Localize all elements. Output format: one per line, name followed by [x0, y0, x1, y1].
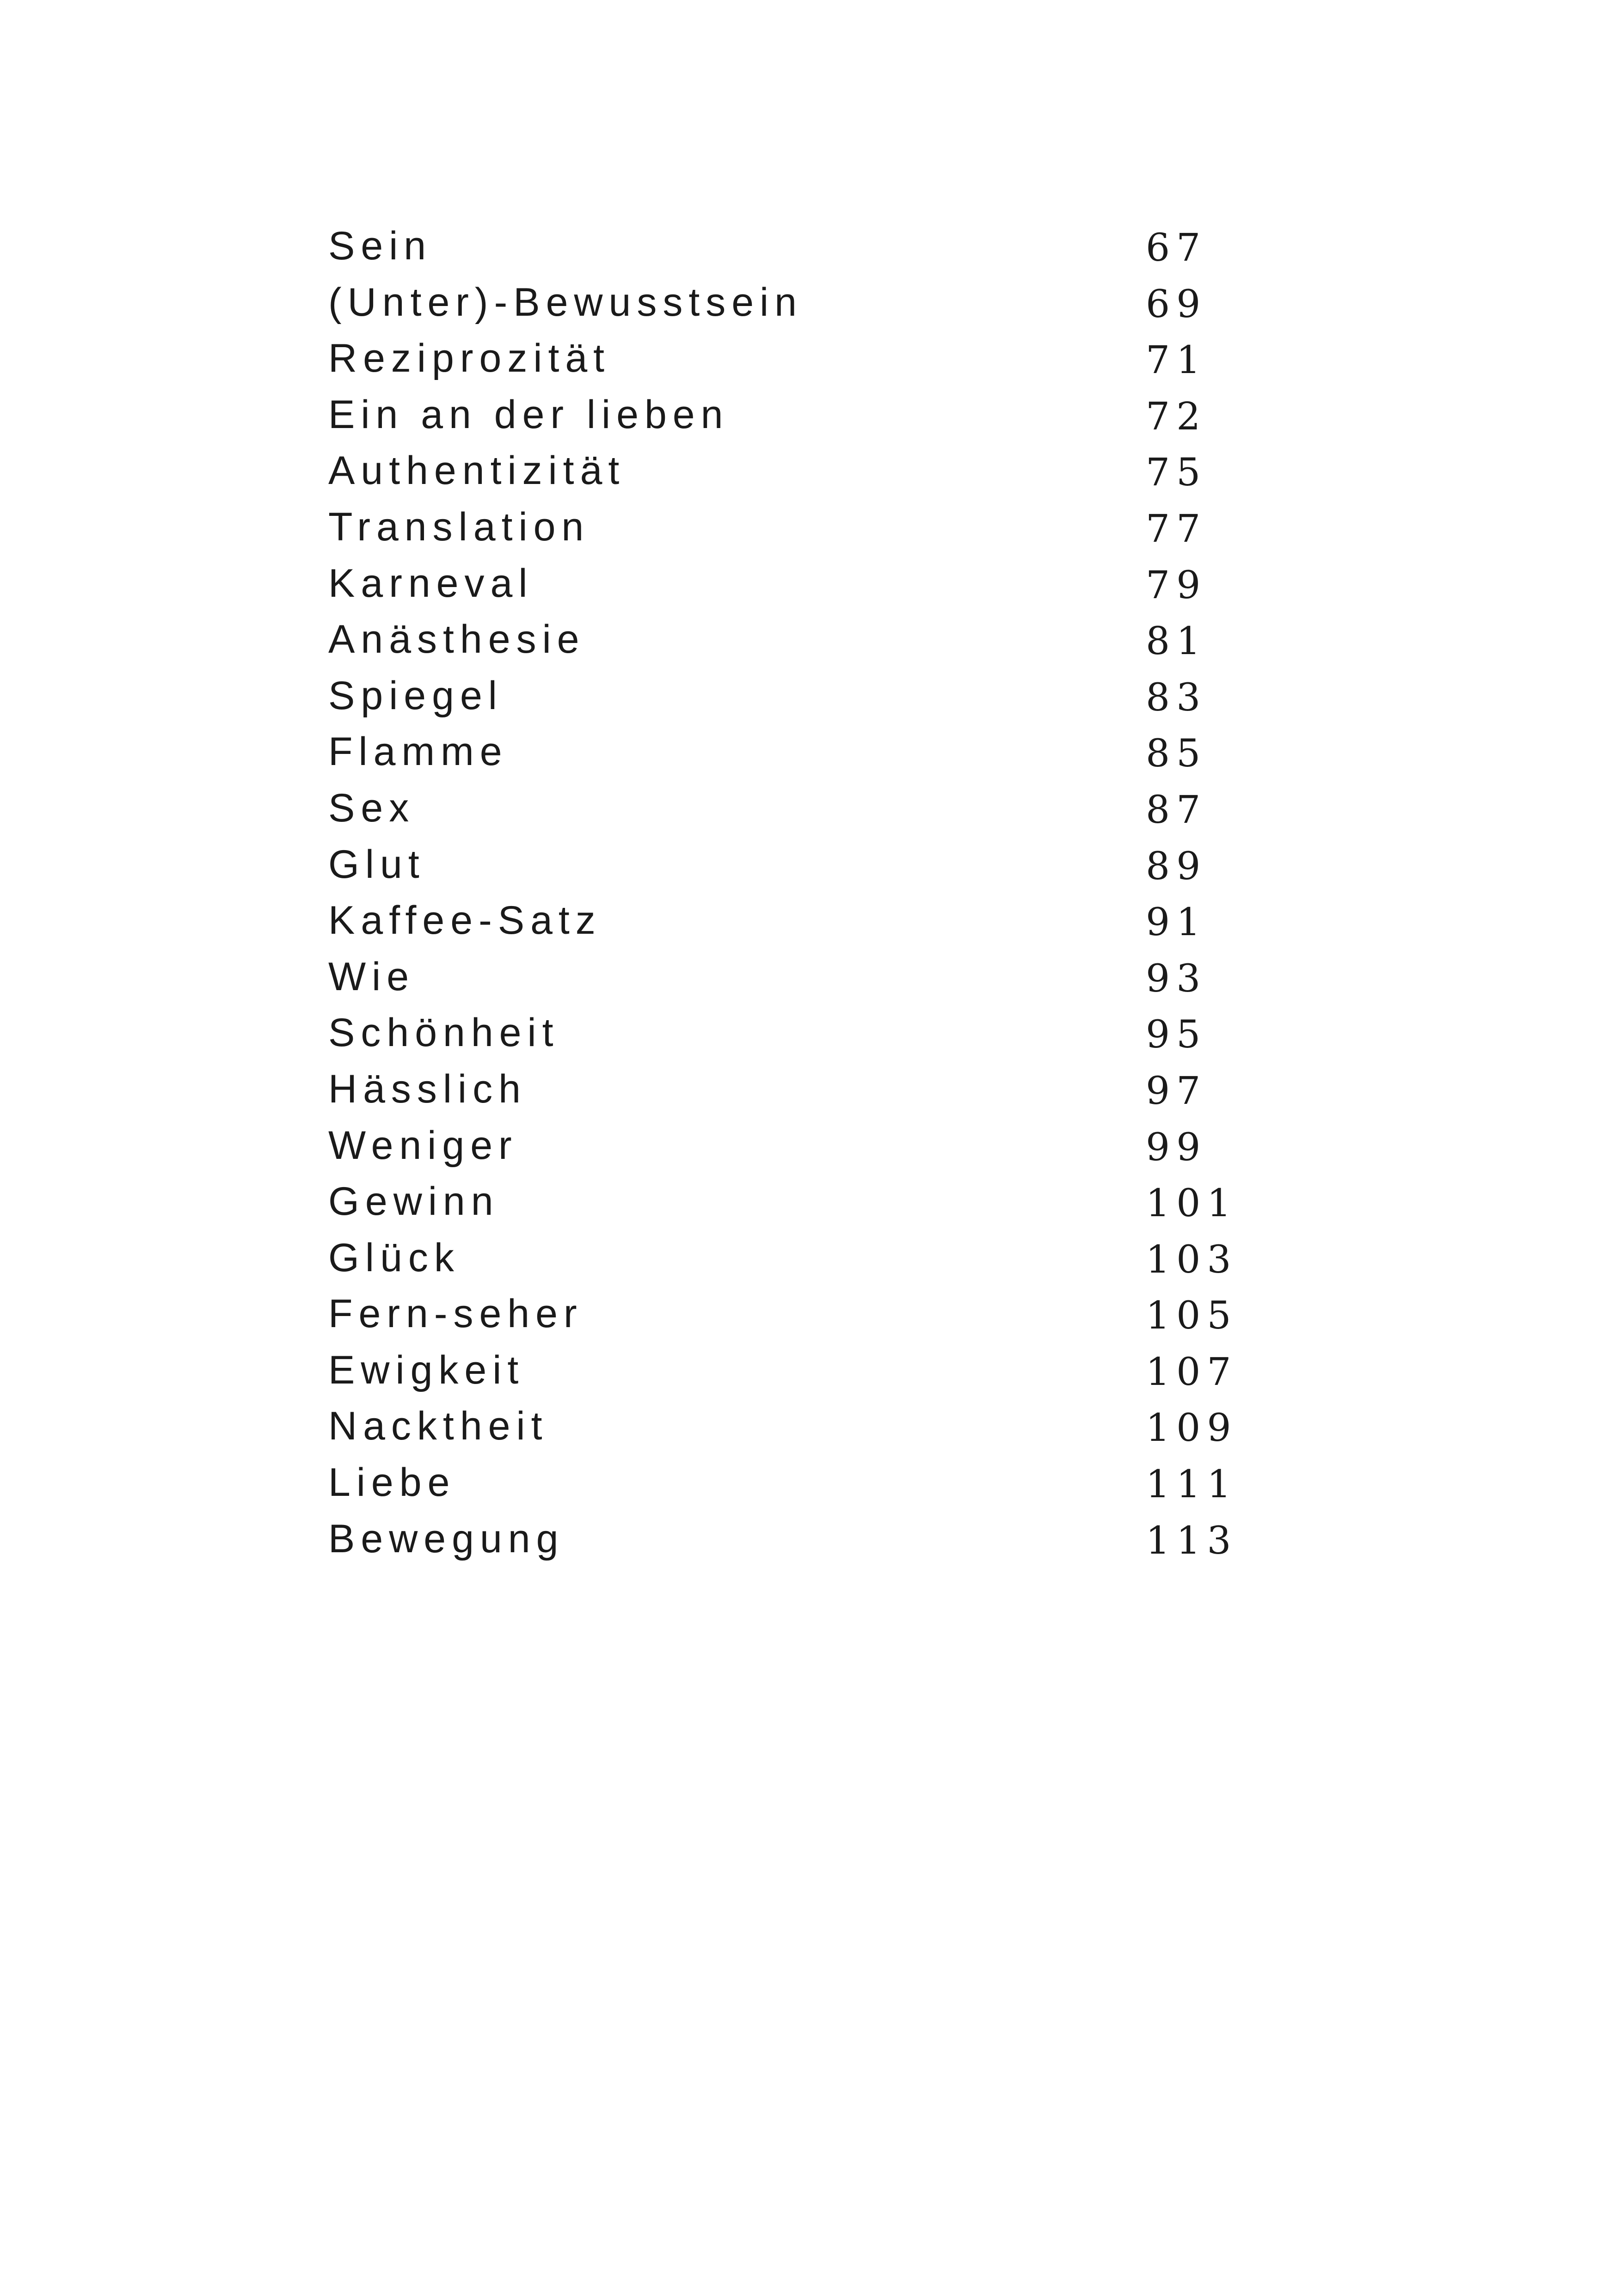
- toc-entry-title: Flamme: [328, 729, 508, 774]
- toc-entry: [328, 837, 1253, 893]
- toc-entry-page: 71: [1146, 338, 1207, 383]
- toc-entry-page: 83: [1146, 675, 1207, 720]
- toc-entry-title: Gewinn: [328, 1179, 499, 1224]
- toc-entry: [328, 949, 1253, 1005]
- toc-entry-page: 85: [1146, 732, 1207, 776]
- toc-entry-title: Ein an der lieben: [328, 392, 729, 437]
- toc-entry-title: Hässlich: [328, 1066, 527, 1111]
- toc-entry-title: Glut: [328, 842, 425, 887]
- toc-entry-title: Fern-seher: [328, 1292, 583, 1336]
- toc-entry-page: 89: [1146, 844, 1207, 888]
- toc-entry-title: Bewegung: [328, 1516, 565, 1561]
- toc-entry-title: Anästhesie: [328, 617, 585, 662]
- toc-entry-page: 69: [1146, 282, 1207, 326]
- toc-entry-page: 99: [1146, 1125, 1207, 1169]
- toc-entry-page: 77: [1146, 507, 1207, 551]
- toc-entry: [328, 387, 1253, 443]
- toc-entry-page: 67: [1146, 226, 1207, 270]
- toc-entry-page: 79: [1146, 563, 1207, 607]
- toc-entry: [328, 780, 1253, 837]
- toc-entry-title: Translation: [328, 504, 590, 549]
- toc-entry-page: 109: [1146, 1406, 1238, 1451]
- toc-entry: [328, 218, 1253, 275]
- toc-entry-title: Wie: [328, 954, 415, 999]
- toc-entry-title: Nacktheit: [328, 1404, 548, 1449]
- toc-entry: [328, 1455, 1253, 1511]
- toc-entry: [328, 1286, 1253, 1342]
- toc-entry-page: 95: [1146, 1013, 1207, 1057]
- toc-entry-page: 87: [1146, 788, 1207, 832]
- toc-entry-title: Glück: [328, 1235, 460, 1280]
- toc-entry-title: Weniger: [328, 1123, 518, 1168]
- toc-entry-page: 111: [1146, 1463, 1238, 1507]
- toc-entry: [328, 724, 1253, 780]
- toc-entry-title: Liebe: [328, 1460, 456, 1505]
- toc-entry-page: 113: [1146, 1518, 1238, 1563]
- toc-entry-page: 105: [1146, 1294, 1238, 1338]
- toc-entry-title: Kaffee-Satz: [328, 898, 602, 943]
- toc-entry: [328, 1005, 1253, 1061]
- toc-entry-title: Reziprozität: [328, 336, 611, 381]
- toc-entry: [328, 443, 1253, 499]
- toc-entry-title: Karneval: [328, 561, 534, 606]
- toc-entry-title: Schönheit: [328, 1010, 559, 1055]
- toc-entry-title: Sex: [328, 785, 415, 830]
- toc-entry: [328, 1118, 1253, 1174]
- toc-entry: [328, 1511, 1253, 1567]
- toc-entry-page: 91: [1146, 900, 1207, 945]
- toc-entry: [328, 1230, 1253, 1286]
- toc-entry-title: Spiegel: [328, 673, 503, 718]
- toc-entry: [328, 668, 1253, 724]
- toc-entry: [328, 499, 1253, 556]
- toc-entry: [328, 1174, 1253, 1230]
- toc-entry-page: 107: [1146, 1350, 1238, 1394]
- toc-entry-title: (Unter)-Bewusstsein: [328, 280, 803, 325]
- toc-entry-page: 97: [1146, 1069, 1207, 1113]
- toc-entry-page: 75: [1146, 451, 1207, 495]
- toc-entry-title: Ewigkeit: [328, 1347, 525, 1392]
- toc-entry-page: 93: [1146, 956, 1207, 1001]
- toc-entry-page: 72: [1146, 394, 1207, 439]
- toc-entry: [328, 556, 1253, 612]
- toc-entry: [328, 1342, 1253, 1399]
- toc-entry-page: 81: [1146, 619, 1207, 664]
- toc-entry: [328, 1061, 1253, 1118]
- toc-entry-page: 103: [1146, 1237, 1238, 1282]
- toc-entry: [328, 331, 1253, 387]
- toc-entry: [328, 612, 1253, 668]
- toc-entry-title: Sein: [328, 224, 432, 268]
- toc-entry-page: 101: [1146, 1182, 1238, 1226]
- toc-entry: [328, 893, 1253, 949]
- toc-entry-title: Authentizität: [328, 448, 626, 493]
- toc-entry: [328, 1398, 1253, 1455]
- table-of-contents: [328, 218, 1253, 1567]
- toc-entry: [328, 275, 1253, 331]
